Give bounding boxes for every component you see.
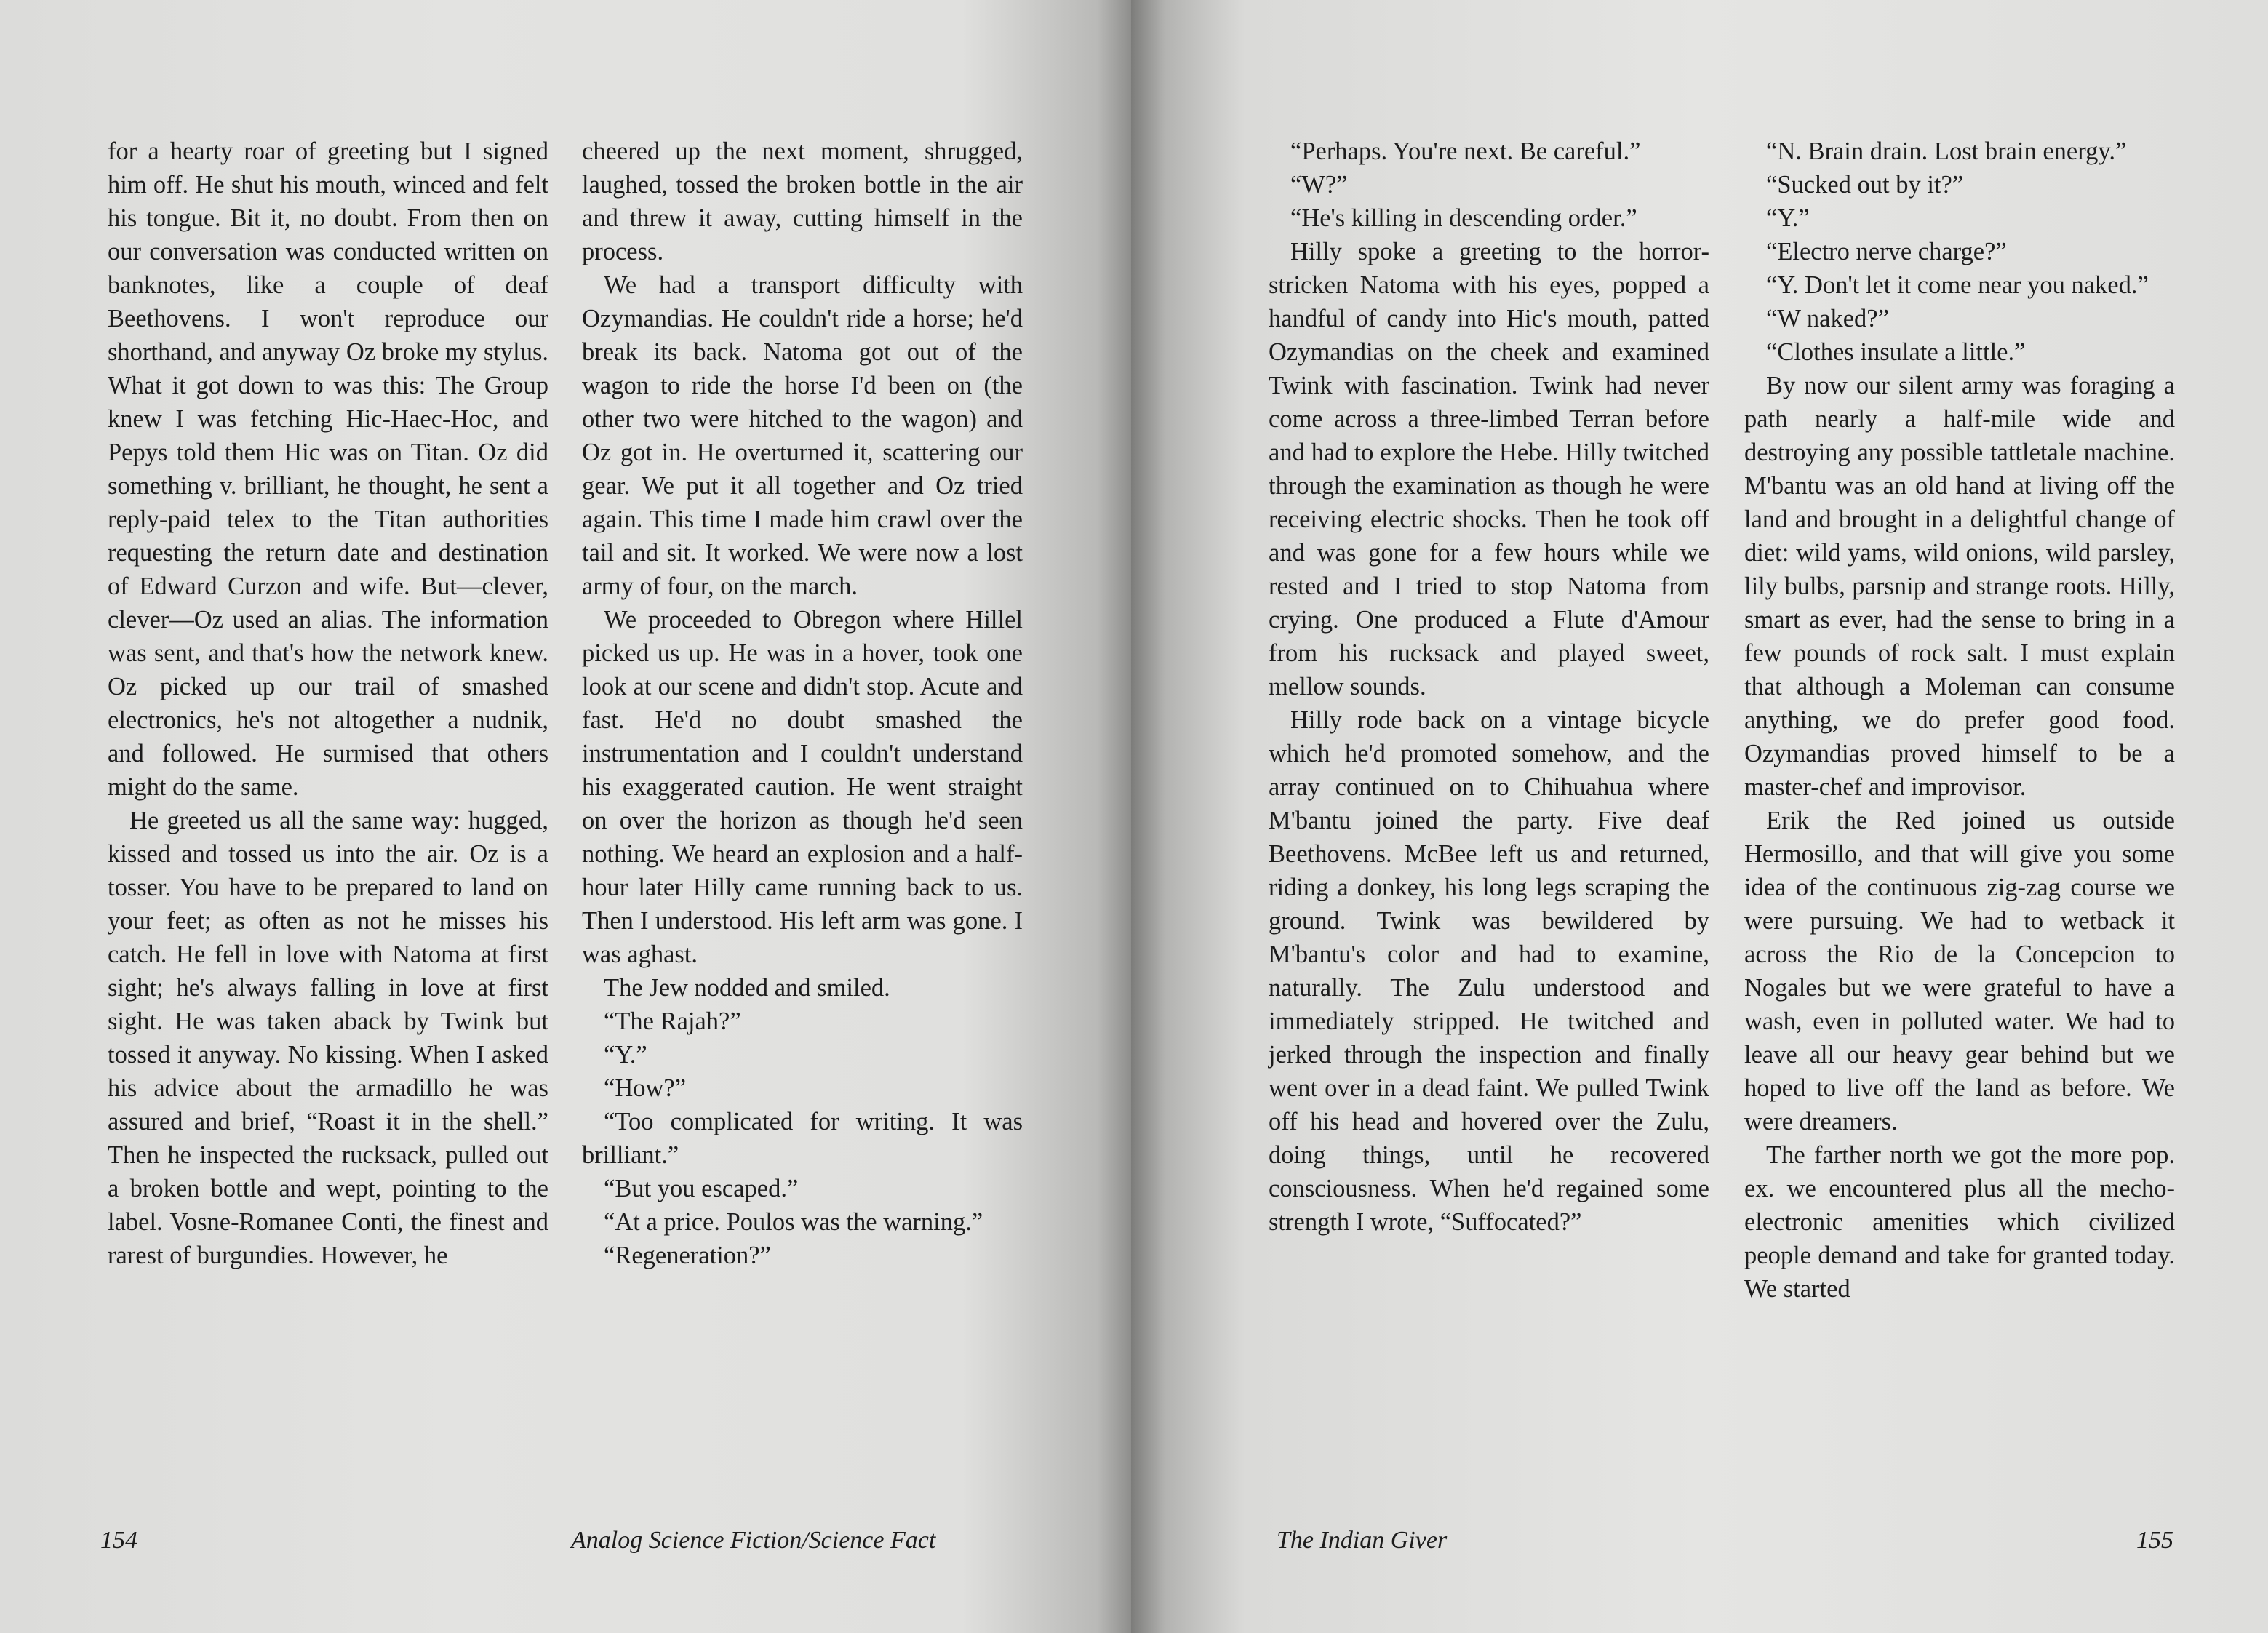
dialogue-line: “How?” (604, 1074, 687, 1102)
left-page-column-1 (108, 135, 548, 1272)
paragraph: He greeted us all the same way: hugged, kissed and tossed us into the air. Oz is a tosser. You have to be prepared to land on your feet; as often as not he misses his catch. He fell in love with Natoma at first sight; he's always falling in love at first sight. He was taken aback by Twink but tossed it anyway. No kissing. When I asked his advice about the armadillo he was assured and brief, “Roast it in the shell.” Then he inspected the rucksack, pulled out a broken bottle and wept, pointing to the label. Vosne-Romanee Conti, the finest and rarest of burgundies. However, he (108, 807, 548, 1269)
dialogue-line: “The Rajah?” (604, 1007, 741, 1035)
dialogue-line: “Clothes insulate a little.” (1766, 338, 2026, 366)
paragraph: By now our silent army was foraging a path nearly a half-mile wide and destroying any possible tattletale machine. M'bantu was an old hand at living off the land and brought in a delightful change of diet: wild yams, wild onions, wild parsley, lily bulbs, parsnip and strange roots. Hilly, smart as ever, had the sense to bring in a few pounds of rock salt. I must explain that although a Moleman can consume anything, we do prefer good food. Ozymandias proved himself to be a master-chef and improvisor. (1744, 372, 2175, 801)
dialogue-line: “Electro nerve charge?” (1766, 238, 2007, 265)
paragraph: Hilly spoke a greeting to the horror-stricken Natoma with his eyes, popped a handful of candy into Hic's mouth, patted Ozymandias on the cheek and examined Twink with fascination. Twink had never come across a three-limbed Terran before and had to explore the Hebe. Hilly twitched through the examination as though he were receiving electric shocks. Then he took off and was gone for a few hours while we rested and I tried to stop Natoma from crying. One produced a Flute d'Amour from his rucksack and played sweet, mellow sounds. (1269, 238, 1709, 700)
left-page-column-2 (582, 135, 1023, 1272)
running-head-right: The Indian Giver (1277, 1527, 1448, 1554)
dialogue-line: “But you escaped.” (604, 1175, 799, 1202)
paragraph: Hilly rode back on a vintage bicycle which he'd promoted somehow, and the array continued on to Chihuahua where M'bantu joined the party. Five deaf Beethovens. McBee left us and returned, riding a donkey, his long legs scraping the ground. Twink was bewildered by M'bantu's color and had to examine, naturally. The Zulu understood and immediately stripped. He twitched and jerked through the inspection and finally went over in a dead faint. We pulled Twink off his head and hovered over the Zulu, doing things, until he recovered consciousness. When he'd regained some strength I wrote, “Suffocated?” (1269, 706, 1709, 1236)
paragraph: The Jew nodded and smiled. (604, 974, 890, 1002)
paragraph: We had a transport difficulty with Ozymandias. He couldn't ride a horse; he'd break its back. Natoma got out of the wagon to ride the horse I'd been on (the other two were hitched to the wagon) and Oz got in. He overturned it, scattering our gear. We put it all together and Oz tried again. This time I made him crawl over the tail and sit. It worked. We were now a lost army of four, on the march. (582, 271, 1023, 600)
running-head-left: Analog Science Fiction/Science Fact (571, 1527, 936, 1554)
dialogue-line: “W?” (1290, 171, 1348, 199)
dialogue-line: “Y.” (604, 1041, 647, 1069)
dialogue-line: “Y.” (1766, 204, 1810, 232)
paragraph: cheered up the next moment, shrugged, laughed, tossed the broken bottle in the air and threw it away, cutting himself in the process. (582, 137, 1023, 265)
right-page-column-1 (1269, 135, 1709, 1239)
paragraph: We proceeded to Obregon where Hillel picked us up. He was in a hover, took one look at our scene and didn't stop. Acute and fast. He'd no doubt smashed the instrumentation and I couldn't understand his exaggerated caution. He went straight on over the horizon as though he'd seen nothing. We heard an explosion and a half-hour later Hilly came running back to us. Then I understood. His left arm was gone. I was aghast. (582, 606, 1023, 968)
right-page-column-2 (1744, 135, 2175, 1306)
paragraph: Erik the Red joined us outside Hermosillo, and that will give you some idea of the continuous zig-zag course we were pursuing. We had to wetback it across the Rio de la Concepcion to Nogales but we were grateful to have a wash, even in polluted water. We had to leave all our heavy gear behind but we hoped to live off the land as before. We were dreamers. (1744, 807, 2175, 1135)
dialogue-line: “Too complicated for writing. It was brilliant.” (582, 1108, 1023, 1169)
dialogue-line: “W naked?” (1766, 305, 1889, 332)
paragraph: for a hearty roar of greeting but I signed him off. He shut his mouth, winced and felt his tongue. Bit it, no doubt. From then on our conversation was conducted written on banknotes, like a couple of deaf Beethovens. I won't reproduce our shorthand, and anyway Oz broke my stylus. What it got down to was this: The Group knew I was fetching Hic-Haec-Hoc, and Pepys told them Hic was on Titan. Oz did something v. brilliant, he thought, he sent a reply-paid telex to the Titan authorities requesting the return date and destination of Edward Curzon and wife. But—clever, clever—Oz used an alias. The information was sent, and that's how the network knew. Oz picked up our trail of smashed electronics, he's not altogether a nudnik, and followed. He surmised that others might do the same. (108, 137, 548, 801)
dialogue-line: “Perhaps. You're next. Be careful.” (1290, 137, 1641, 165)
page-number-left: 154 (100, 1527, 137, 1554)
dialogue-line: “Regeneration?” (604, 1242, 771, 1269)
page-number-right: 155 (2136, 1527, 2173, 1554)
dialogue-line: “Y. Don't let it come near you naked.” (1766, 271, 2149, 299)
dialogue-line: “N. Brain drain. Lost brain energy.” (1766, 137, 2127, 165)
dialogue-line: “Sucked out by it?” (1766, 171, 1964, 199)
dialogue-line: “He's killing in descending order.” (1290, 204, 1637, 232)
dialogue-line: “At a price. Poulos was the warning.” (604, 1208, 983, 1236)
paragraph: The farther north we got the more pop. ex. we encountered plus all the mecho-electronic amenities which civilized people demand and take for granted today. We started (1744, 1141, 2175, 1303)
left-page (0, 0, 1131, 1633)
